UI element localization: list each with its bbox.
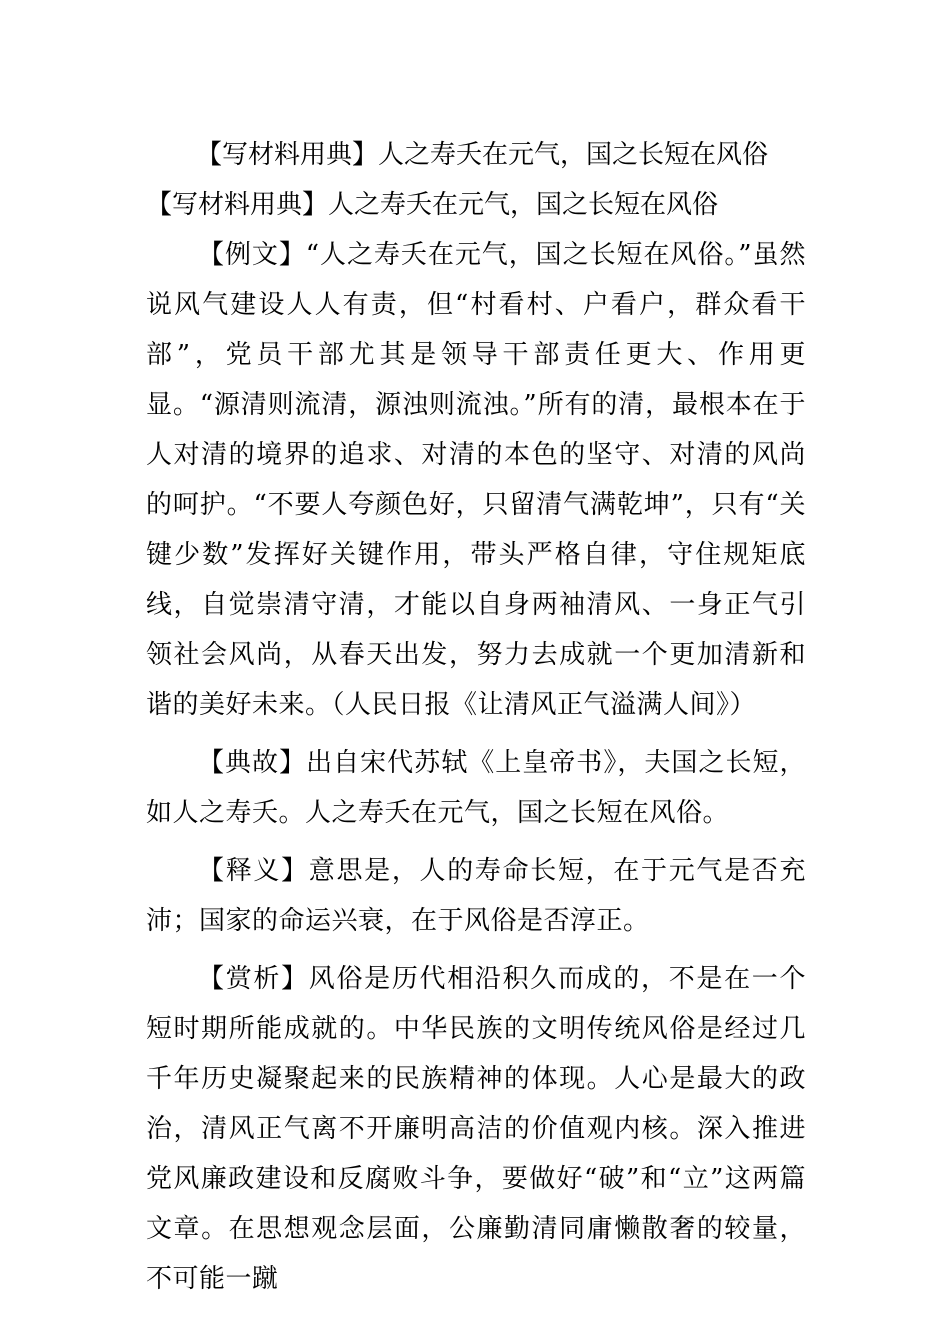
paragraph-appreciation: 【赏析】风俗是历代相沿积久而成的，不是在一个短时期所能成就的。中华民族的文明传统风俗是经过几千年历史凝聚起来的民族精神的体现。人心是最大的政治，清风正气离不开廉明高洁的价值观内核。深入推进党风廉政建设和反腐败斗争，要做好“破”和“立”这两篇文章。在思想观念层面，公廉勤清同庸懒散奢的较量，不可能一蹴 — [146, 964, 806, 1294]
document-body — [146, 230, 806, 1312]
paragraph-meaning: 【释义】意思是，人的寿命长短，在于元气是否充沛；国家的命运兴衰，在于风俗是否淳正。 — [146, 856, 806, 936]
document-title: 【写材料用典】人之寿夭在元气，国之长短在风俗 — [196, 140, 769, 170]
document-subtitle: 【写材料用典】人之寿夭在元气，国之长短在风俗 — [146, 190, 719, 220]
paragraph-allusion: 【典故】出自宋代苏轼《上皇帝书》，夫国之长短，如人之寿夭。人之寿夭在元气，国之长短在风俗。 — [146, 748, 806, 828]
paragraph-example: 【例文】“人之寿夭在元气，国之长短在风俗。”虽然说风气建设人人有责，但“村看村、户看户，群众看干部”，党员干部尤其是领导干部责任更大、作用更显。“源清则流清，源浊则流浊。”所有的清，最根本在于人对清的境界的追求、对清的本色的坚守、对清的风尚的呵护。“不要人夸颜色好，只留清气满乾坤”，只有“关键少数”发挥好关键作用，带头严格自律，守住规矩底线，自觉崇清守清，才能以自身两袖清风、一身正气引领社会风尚，从春天出发，努力去成就一个更加清新和谐的美好未来。（人民日报《让清风正气溢满人间》） — [146, 240, 806, 720]
